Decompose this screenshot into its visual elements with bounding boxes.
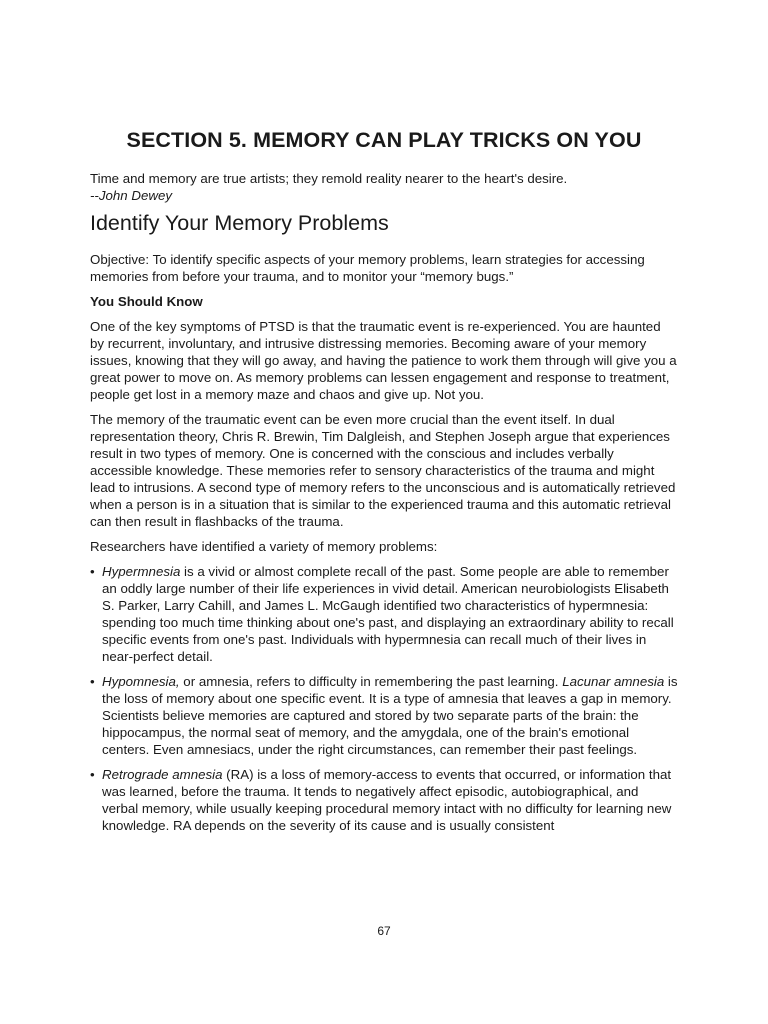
bullet-icon: • [90,767,95,782]
term-hypomnesia: Hypomnesia, [102,674,180,689]
term-lacunar-amnesia: Lacunar amnesia [562,674,665,689]
epigraph [90,170,678,204]
list-item-text: is a vivid or almost complete recall of the past. Some people are able to remember an oddly large number of their life experiences in vivid detail. American neurobiologists Elisabeth S. Parker, Larry Cahill, and James L. McGaugh identified two characteristics of hypermnesia: spending too much time thinking about one's past, and displaying an extraordinary ability to recall specific events from one's past. Individuals with hypermnesia can recall much of their lives in near-perfect detail. [102,564,674,664]
epigraph-author: --John Dewey [90,188,173,203]
epigraph-quote: Time and memory are true artists; they remold reality nearer to the heart's desire. [90,171,568,186]
term-hypermnesia: Hypermnesia [102,564,181,579]
list-item-retrograde-amnesia [90,766,678,834]
page-number: 67 [377,924,391,938]
term-retrograde-amnesia: Retrograde amnesia [102,767,223,782]
body-text [90,251,678,842]
body-paragraph: Researchers have identified a variety of memory problems: [90,539,438,554]
section-title: SECTION 5. MEMORY CAN PLAY TRICKS ON YOU [126,128,642,152]
bullet-icon: • [90,564,95,579]
document-page [90,0,678,1024]
objective-paragraph: Objective: To identify specific aspects of your memory problems, learn strategies for accessing memories from before your trauma, and to monitor your “memory bugs.” [90,252,645,284]
body-paragraph: The memory of the traumatic event can be even more crucial than the event itself. In dual representation theory, Chris R. Brewin, Tim Dalgleish, and Stephen Joseph argue that experiences result in two types of memory. One is concerned with the conscious and includes verbally accessible knowledge. These memories refer to sensory characteristics of the trauma and might lead to intrusions. A second type of memory refers to the unconscious and is automatically retrieved when a person is in a situation that is similar to the experienced trauma and this automatic retrieval can then result in flashbacks of the trauma. [90,412,676,529]
list-item-hypomnesia [90,673,678,758]
list-item-text: is the loss of memory about one specific event. It is a type of amnesia that leaves a gap in memory. Scientists believe memories are captured and stored by two separate parts of the brain: the hippocampus, the normal seat of memory, and the amygdala, one of the brain's emotional centers. Even amnesiacs, under the right circumstances, can remember their past feelings. [102,674,678,757]
bullet-icon: • [90,674,95,689]
list-item-hypermnesia [90,563,678,665]
list-item-text: or amnesia, refers to difficulty in remembering the past learning. [179,674,563,689]
subheading-you-should-know: You Should Know [90,294,203,309]
body-paragraph: One of the key symptoms of PTSD is that the traumatic event is re-experienced. You are haunted by recurrent, involuntary, and intrusive distressing memories. Becoming aware of your memory issues, knowing that they will go away, and having the patience to work them through will give you a great power to move on. As memory problems can lessen engagement and response to treatment, people get lost in a memory maze and chaos and give up. Not you. [90,319,677,402]
memory-problems-list [90,563,678,834]
chapter-heading: Identify Your Memory Problems [90,211,389,235]
list-item-text: (RA) is a loss of memory-access to events that occurred, or information that was learned, before the trauma. It tends to negatively affect episodic, autobiographical, and verbal memory, while usually keeping procedural memory intact with no difficulty for learning new knowledge. RA depends on the severity of its cause and is usually consistent [102,767,672,833]
